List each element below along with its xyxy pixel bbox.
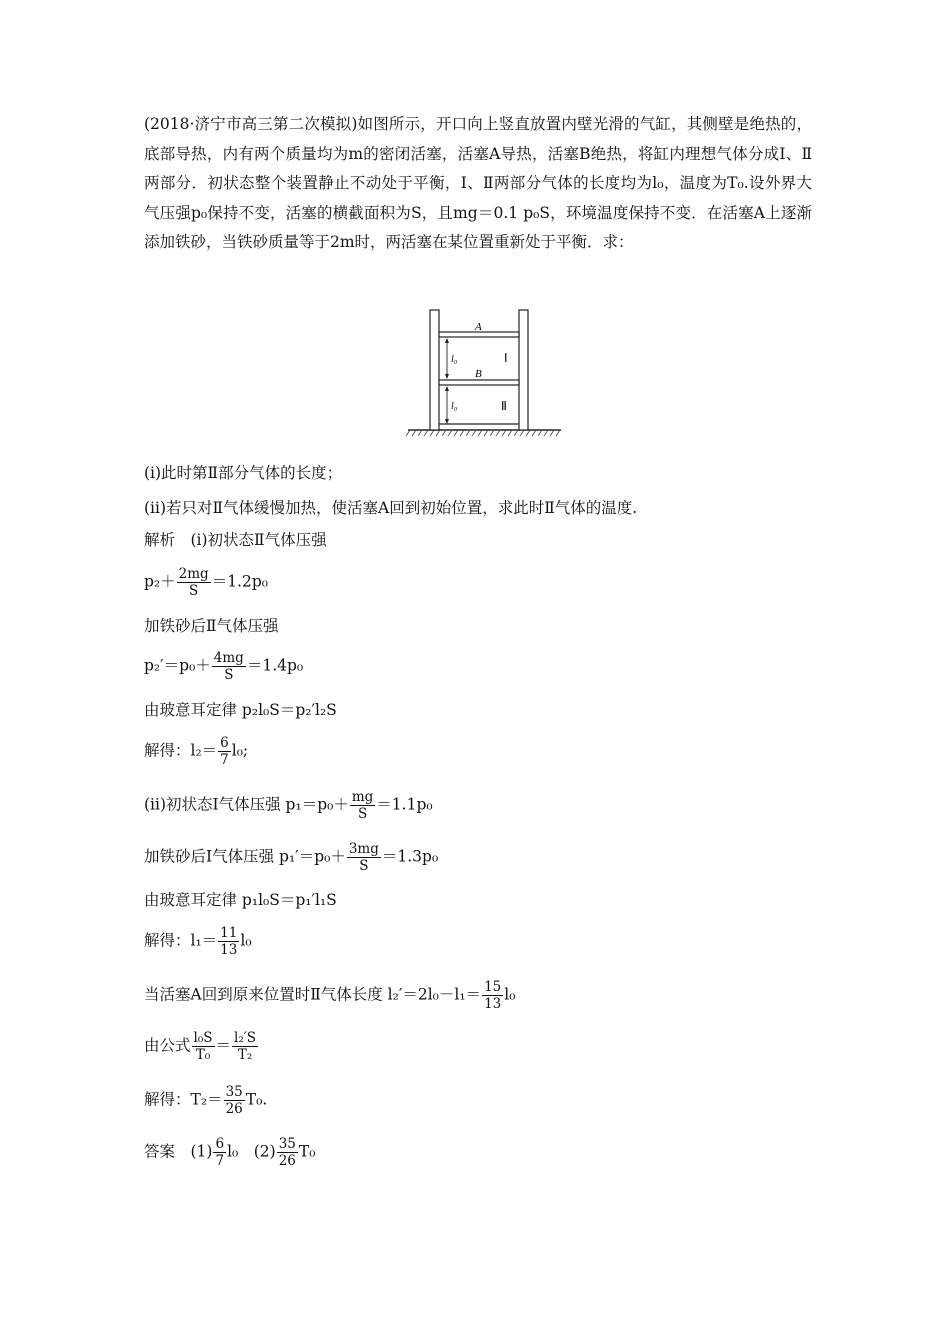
- equation-p2-prime: p₂′＝p₀＋ $\frac{4mg}{S}$ ＝1.4p₀: [144, 650, 304, 683]
- fraction: $\frac{mg}{S}$: [351, 789, 374, 822]
- fraction: $\frac{3mg}{S}$: [348, 841, 379, 874]
- problem-statement: (2018·济宁市高三第二次模拟)如图所示，开口向上竖直放置内壁光滑的气缸，其侧壁是绝热的，底部导热，内有两个质量均为m的密闭活塞，活塞A导热，活塞B绝热，将缸内理想气体分成Ⅰ、Ⅱ两部分．初状态整个装置静止不动处于平衡，Ⅰ、Ⅱ两部分气体的长度均为l₀，温度为T₀.设外界大气压强p₀保持不变，活塞的横截面积为S，且mg＝0.1 p₀S，环境温度保持不变．在活塞A上逐渐添加铁砂，当铁砂质量等于2m时，两活塞在某位置重新处于平衡．求：: [144, 115, 812, 251]
- equation-p1-prime: 加铁砂后Ⅰ气体压强 p₁′＝p₀＋ $\frac{3mg}{S}$ ＝1.3p₀: [144, 841, 439, 874]
- result-l2: 解得：l₂＝ $\frac{6}{7}$ l₀;: [144, 735, 249, 768]
- fraction: $\frac{\text{l₂′S}}{\text{T₂}}$: [234, 1030, 257, 1063]
- fraction: $\frac{15}{13}$: [484, 979, 502, 1012]
- question-1: (ⅰ)此时第Ⅱ部分气体的长度；: [144, 464, 343, 482]
- equation-p2: p₂＋ $\frac{2mg}{S}$ ＝1.2p₀: [144, 566, 268, 599]
- fraction: $\frac{6}{7}$: [220, 735, 229, 768]
- region-label-2: Ⅱ: [501, 399, 507, 413]
- length-label-2: l₀: [451, 401, 458, 412]
- gas-law-formula: 由公式 $\frac{\text{l₀S}}{\text{T₀}}$ ＝ $\frac{\text{l₂′S}}{\text{T₂}}$: [144, 1030, 257, 1063]
- equation-p1: (ⅱ)初状态Ⅰ气体压强 p₁＝p₀＋ $\frac{mg}{S}$ ＝1.1p₀: [144, 789, 433, 822]
- fraction: $\frac{35}{26}$: [225, 1084, 243, 1117]
- result-l1: 解得：l₁＝ $\frac{11}{13}$ l₀: [144, 925, 252, 958]
- ground-hatch: [406, 430, 560, 436]
- answer-line: 答案 (1) $\frac{6}{7}$ l₀ (2) $\frac{35}{26}$ T₀: [144, 1136, 316, 1169]
- fraction: $\frac{11}{13}$: [220, 925, 238, 958]
- piston-b-label: B: [475, 368, 482, 380]
- cylinder-left-wall: [430, 310, 439, 430]
- question-2: (ⅱ)若只对Ⅱ气体缓慢加热，使活塞A回到初始位置，求此时Ⅱ气体的温度.: [144, 499, 638, 517]
- boyle-law-1: 由玻意耳定律 p₁l₀S＝p₁′l₁S: [144, 891, 337, 909]
- region-label-1: Ⅰ: [504, 351, 508, 365]
- fraction: $\frac{\text{l₀S}}{\text{T₀}}$: [193, 1030, 213, 1063]
- cylinder-figure: [406, 306, 566, 446]
- text-after-sand-2: 加铁砂后Ⅱ气体压强: [144, 617, 279, 635]
- solution-heading: 解析 (ⅰ)初状态Ⅱ气体压强: [144, 531, 327, 549]
- boyle-law-2: 由玻意耳定律 p₂l₀S＝p₂′l₂S: [144, 701, 337, 719]
- fraction: $\frac{35}{26}$: [278, 1136, 296, 1169]
- equation-l2-prime: 当活塞A回到原来位置时Ⅱ气体长度 l₂′＝2l₀－l₁＝ $\frac{15}{13}$ l₀: [144, 979, 516, 1012]
- fraction: $\frac{4mg}{S}$: [213, 650, 244, 683]
- document-page: [144, 110, 812, 1169]
- piston-b: [439, 380, 519, 385]
- piston-a-label: A: [475, 321, 482, 333]
- cylinder-right-wall: [519, 310, 528, 430]
- fraction: $\frac{2mg}{S}$: [178, 566, 209, 599]
- fraction: $\frac{6}{7}$: [215, 1136, 225, 1169]
- result-t2: 解得：T₂＝ $\frac{35}{26}$ T₀.: [144, 1084, 268, 1117]
- length-label-1: l₀: [451, 354, 458, 365]
